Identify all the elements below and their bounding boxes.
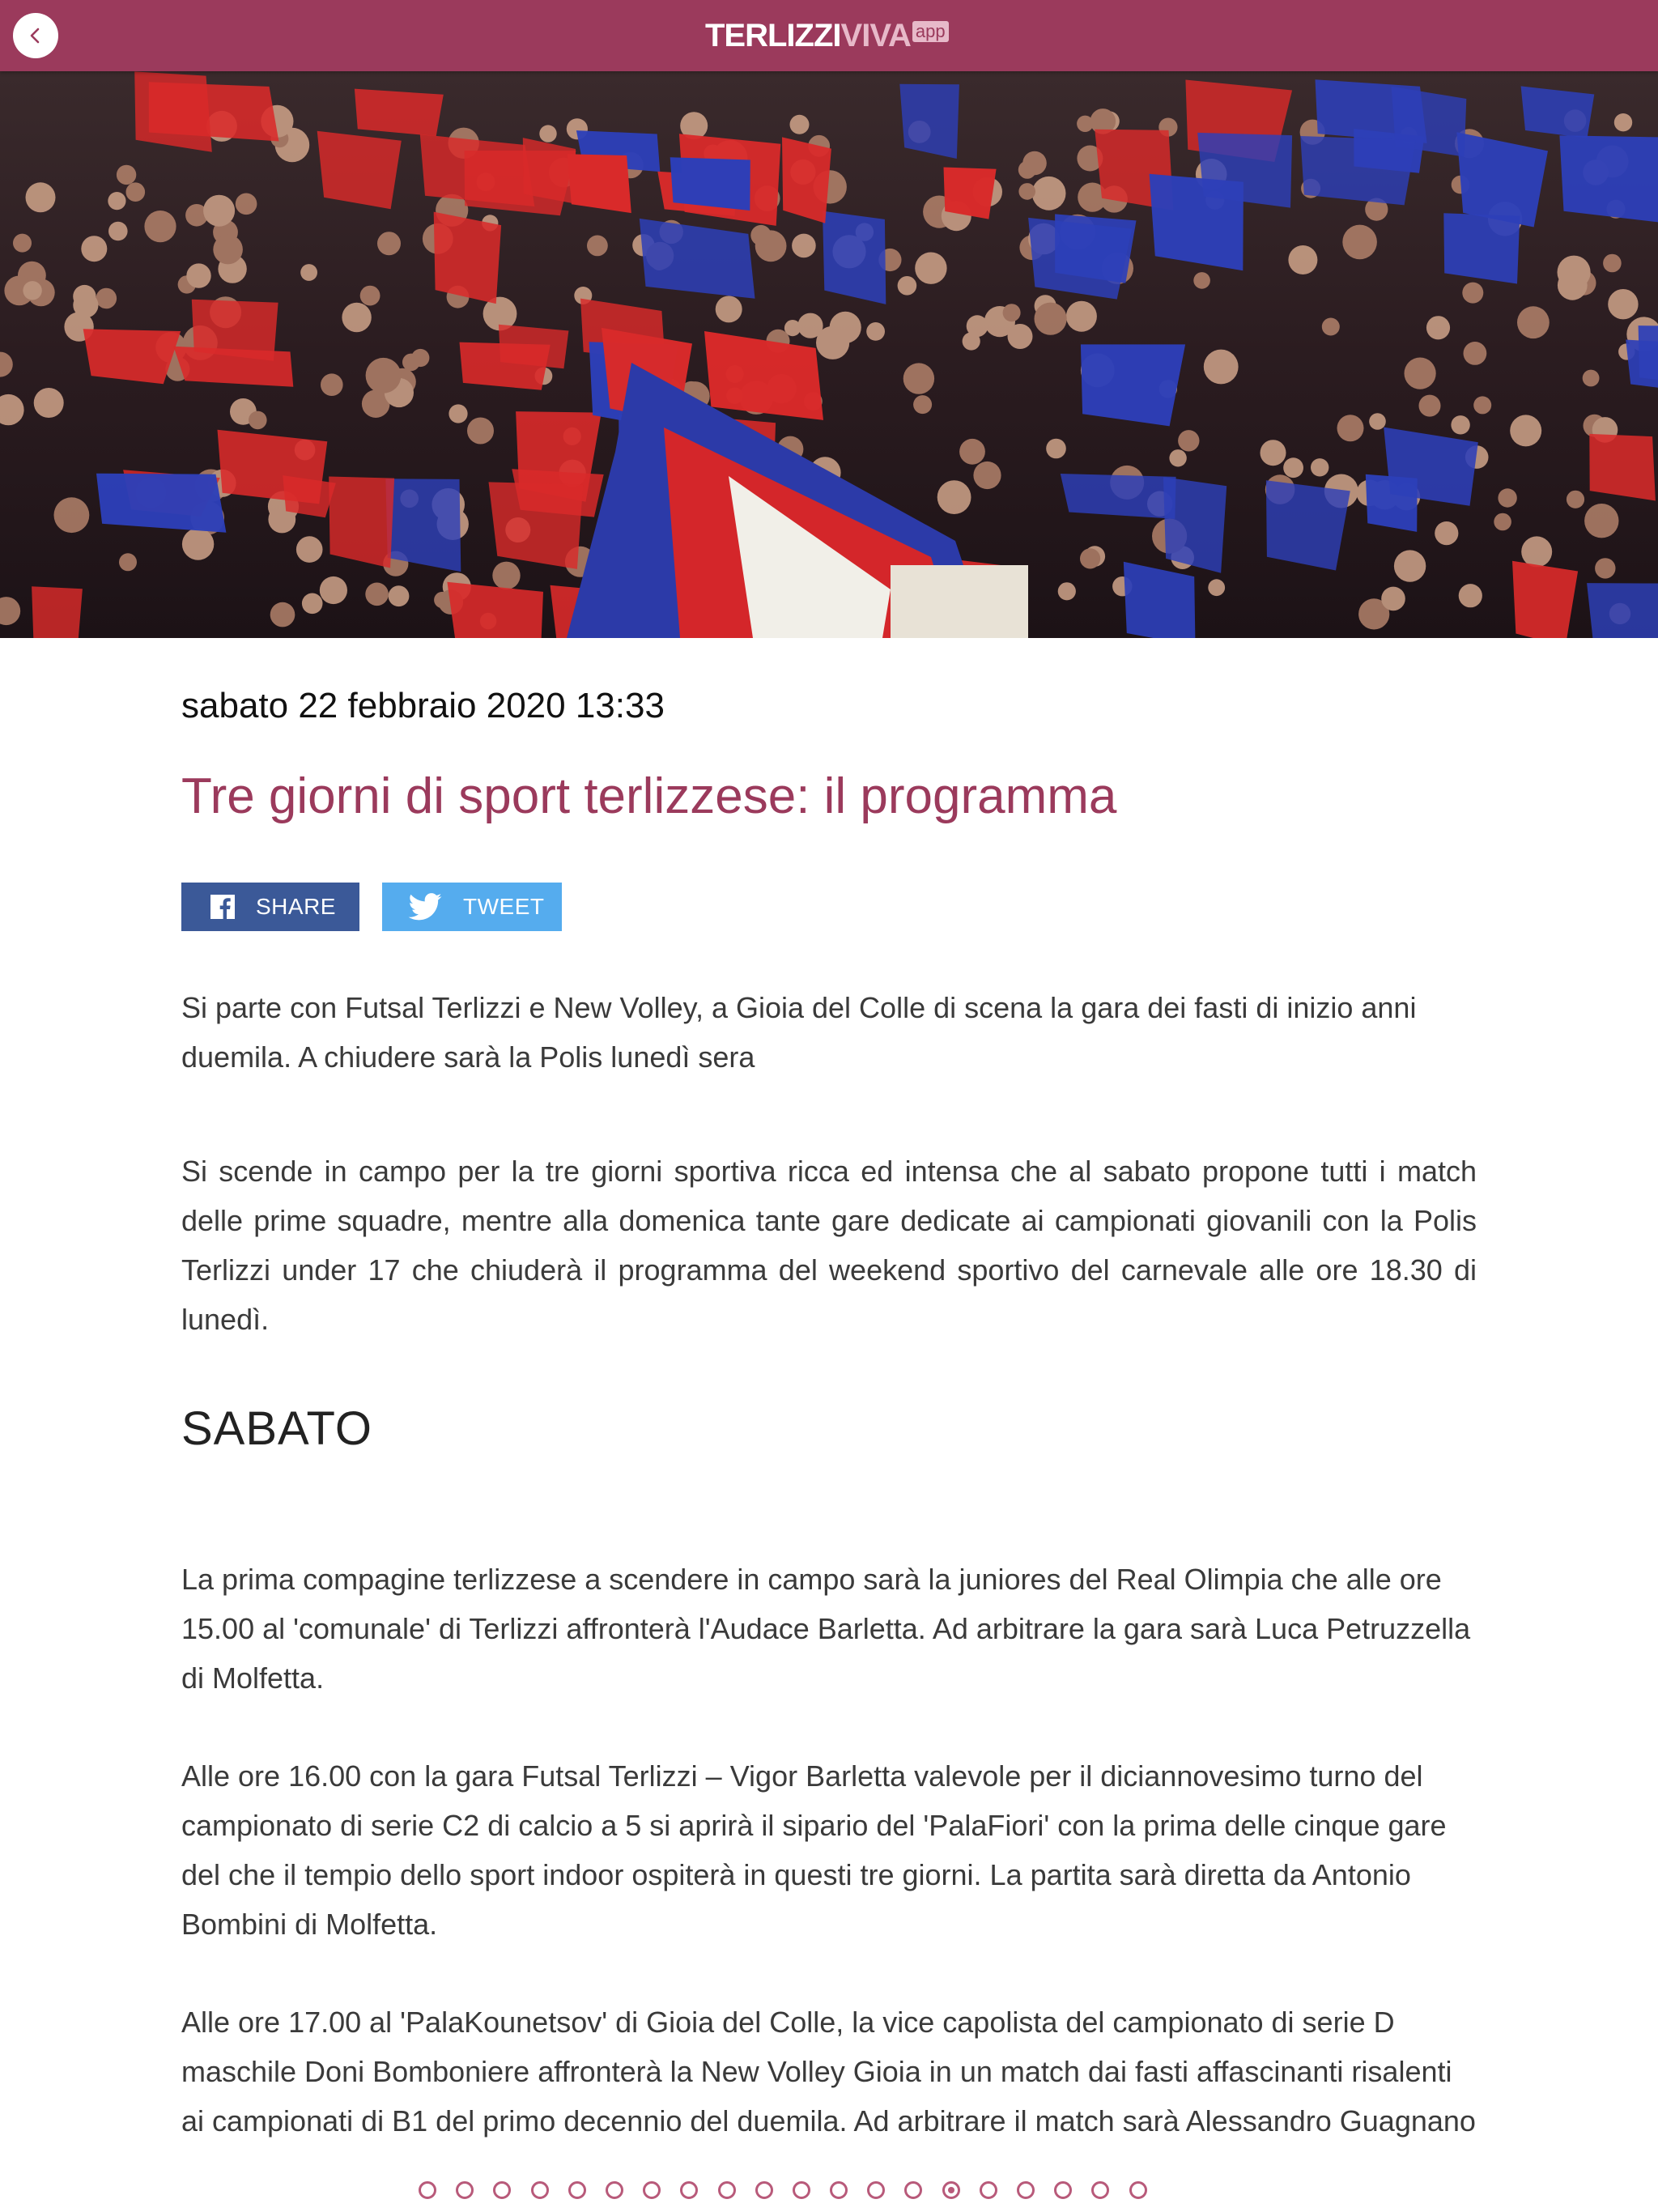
page-dot-active[interactable] <box>942 2181 960 2199</box>
article-content <box>181 638 1477 2146</box>
page-dot[interactable] <box>531 2181 549 2199</box>
page-dot[interactable] <box>904 2181 922 2199</box>
app-logo <box>705 18 949 53</box>
crowd-waving-flags-photo <box>0 71 1658 638</box>
page-dot[interactable] <box>493 2181 511 2199</box>
page-dot[interactable] <box>830 2181 848 2199</box>
hero-image <box>0 71 1658 638</box>
logo-text-terlizzi: TERLIZZI <box>705 17 841 53</box>
page-dot[interactable] <box>680 2181 698 2199</box>
share-buttons <box>181 883 1477 931</box>
page-dot[interactable] <box>755 2181 773 2199</box>
page-dot[interactable] <box>980 2181 997 2199</box>
page-dot[interactable] <box>1091 2181 1109 2199</box>
page-dot[interactable] <box>419 2181 436 2199</box>
page-dot[interactable] <box>793 2181 810 2199</box>
article-lead: Si parte con Futsal Terlizzi e New Volley, a Gioia del Colle di scena la gara dei fasti di inizio anni duemila. A chiudere sarà la Polis lunedì sera <box>181 991 1417 1074</box>
page-dot[interactable] <box>867 2181 885 2199</box>
page-indicator <box>419 2181 1147 2199</box>
article-paragraph: La prima compagine terlizzese a scendere in campo sarà la juniores del Real Olimpia che alle ore 15.00 al 'comunale' di Terlizzi affronterà l'Audace Barletta. Ad arbitrare la gara sarà Luca Petruzzella di Molfetta. <box>181 1563 1471 1695</box>
facebook-share-button[interactable] <box>181 883 359 931</box>
facebook-share-label: SHARE <box>256 894 336 919</box>
page-dot[interactable] <box>643 2181 661 2199</box>
twitter-tweet-label: TWEET <box>463 894 545 919</box>
chevron-left-icon <box>25 25 46 46</box>
article-paragraph: Alle ore 16.00 con la gara Futsal Terlizzi – Vigor Barletta valevole per il diciannovesimo turno del campionato di serie C2 di calcio a 5 si aprirà il sipario del 'PalaFiori' con la prima delle cinque gare del che il tempio dello sport indoor ospiterà in questi tre giorni. La partita sarà diretta da Antonio Bombini di Molfetta. <box>181 1759 1447 1941</box>
page-dot[interactable] <box>568 2181 586 2199</box>
top-app-bar <box>0 0 1658 71</box>
section-heading-sabato: SABATO <box>181 1402 372 1455</box>
logo-badge-app: app <box>912 21 949 42</box>
twitter-tweet-button[interactable] <box>382 883 562 931</box>
logo-text-viva: VIVA <box>840 17 911 53</box>
twitter-bird-icon <box>408 893 442 921</box>
page-dot[interactable] <box>456 2181 474 2199</box>
article-date: sabato 22 febbraio 2020 13:33 <box>181 686 665 725</box>
article-paragraph: Alle ore 17.00 al 'PalaKounetsov' di Gioia del Colle, la vice capolista del campionato di serie D maschile Doni Bomboniere affronterà la New Volley Gioia in un match dai fasti affascinanti risalenti ai campionati di B1 del primo decennio del duemila. Ad arbitrare il match sarà Alessandro Guagnano <box>181 2006 1476 2138</box>
article-title: Tre giorni di sport terlizzese: il programma <box>181 768 1117 824</box>
facebook-icon <box>210 895 235 919</box>
page-dot[interactable] <box>606 2181 623 2199</box>
back-button[interactable] <box>13 13 58 58</box>
article-intro: Si scende in campo per la tre giorni sportiva ricca ed intensa che al sabato propone tutti i match delle prime squadre, mentre alla domenica tante gare dedicate ai campionati giovanili con la Polis Terlizzi under 17 che chiuderà il programma del weekend sportivo del carnevale alle ore 18.30 di lunedì. <box>181 1155 1477 1336</box>
page-dot[interactable] <box>718 2181 736 2199</box>
page-dot[interactable] <box>1017 2181 1035 2199</box>
page-dot[interactable] <box>1129 2181 1147 2199</box>
page-dot[interactable] <box>1054 2181 1072 2199</box>
